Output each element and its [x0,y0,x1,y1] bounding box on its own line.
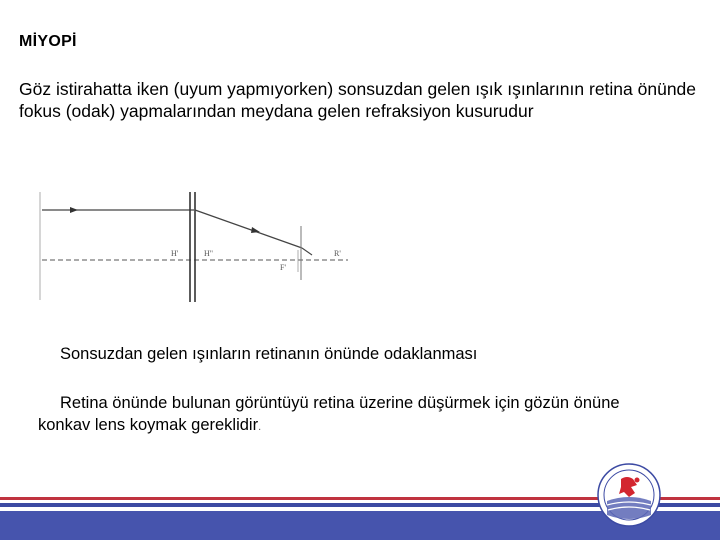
myopia-diagram [36,188,366,308]
definition-text: Göz istirahatta iken (uyum yapmıyorken) sonsuzdan gelen ışık ışınlarının retina önünde fokus (odak) yapmalarından meydana gelen refraksiyon kusurudur [19,79,697,121]
diverging-ray [302,248,312,255]
page-title: MİYOPİ [19,33,77,50]
diagram-caption: Sonsuzdan gelen ışınların retinanın önünde odaklanması [60,345,478,363]
refracted-ray [195,210,302,248]
label-n: H" [204,249,214,258]
treatment-caption [38,392,638,438]
treatment-text: Retina önünde bulunan görüntüyü retina üzerine düşürmek için gözün önüne konkav lens koymak gereklidir [38,394,620,434]
label-h: H' [171,249,179,258]
treatment-period: . [258,421,262,433]
ray-arrow-icon [70,207,78,213]
refracted-arrow-icon [251,227,260,233]
label-r: R' [334,249,341,258]
university-logo-icon [597,463,661,527]
label-f: F' [280,263,286,272]
